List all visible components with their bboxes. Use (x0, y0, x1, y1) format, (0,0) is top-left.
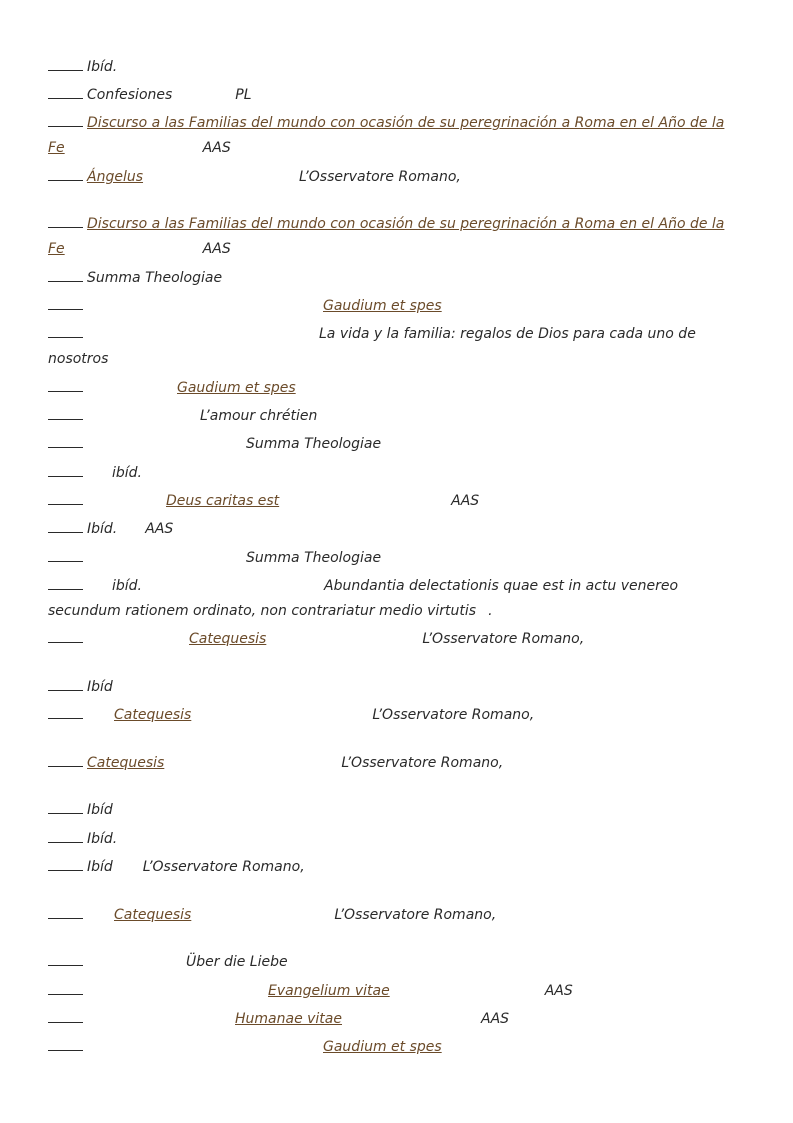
footnote-text: Ibíd (87, 802, 113, 818)
footnote-text: Ibíd. (87, 521, 118, 537)
footnote-marker (48, 628, 83, 643)
footnote (48, 798, 748, 823)
footnote (48, 212, 748, 262)
footnote-text: AAS (202, 140, 231, 156)
footnote-marker (48, 56, 83, 71)
footnote (48, 675, 748, 700)
footnote-text: Ibíd (87, 679, 113, 695)
footnote (48, 489, 748, 514)
footnote-marker (48, 828, 83, 843)
footnote (48, 903, 748, 928)
footnote-text: secundum rationem ordinato, non contrariatur medio virtutis (48, 603, 477, 619)
footnote-link[interactable]: Ángelus (87, 169, 144, 185)
footnote-text: Ibíd. (87, 59, 118, 75)
footnote-marker (48, 704, 83, 719)
footnote-link[interactable]: Catequesis (87, 755, 165, 771)
footnote-text: AAS (202, 241, 231, 257)
footnote (48, 1007, 748, 1032)
footnote-link[interactable]: Fe (48, 140, 65, 156)
footnote-text: La vida y la familia: regalos de Dios para cada uno de (319, 326, 696, 342)
footnote-marker (48, 295, 83, 310)
footnote-text: L’Osservatore Romano, (299, 169, 461, 185)
footnote-marker (48, 267, 83, 282)
footnote-text: nosotros (48, 351, 109, 367)
footnote (48, 432, 748, 457)
footnote-marker (48, 752, 83, 767)
footnote (48, 404, 748, 429)
footnote-marker (48, 433, 83, 448)
footnote (48, 627, 748, 652)
footnote (48, 751, 748, 776)
footnote (48, 111, 748, 161)
footnote (48, 461, 748, 486)
footnote-text: L’amour chrétien (200, 408, 318, 424)
footnote (48, 950, 748, 975)
footnote-marker (48, 405, 83, 420)
footnote (48, 703, 748, 728)
footnote-link[interactable]: Deus caritas est (166, 493, 280, 509)
footnote (48, 376, 748, 401)
footnote-link[interactable]: Discurso a las Familias del mundo con ocasión de su peregrinación a Roma en el Año de la (87, 216, 725, 232)
footnote-marker (48, 575, 83, 590)
footnote-text: L’Osservatore Romano, (372, 707, 535, 723)
footnote (48, 322, 748, 372)
footnote-link[interactable]: Discurso a las Familias del mundo con ocasión de su peregrinación a Roma en el Año de la (87, 115, 725, 131)
footnote (48, 83, 748, 108)
footnote-text: ibíd. (112, 465, 143, 481)
footnote-text: L’Osservatore Romano, (341, 755, 504, 771)
footnote-text: L’Osservatore Romano, (334, 907, 497, 923)
footnote-text: Ibíd (87, 859, 113, 875)
footnote (48, 517, 748, 542)
footnote-text: Über die Liebe (186, 954, 288, 970)
footnote-marker (48, 951, 83, 966)
footnote-marker (48, 904, 83, 919)
footnote-text: AAS (145, 521, 174, 537)
footnote (48, 55, 748, 80)
footnote-link[interactable]: Catequesis (189, 631, 267, 647)
footnote-link[interactable]: Evangelium vitae (268, 983, 390, 999)
footnote-marker (48, 547, 83, 562)
footnote-marker (48, 213, 83, 228)
footnote-text: L’Osservatore Romano, (142, 859, 305, 875)
footnote-text: Summa Theologiae (246, 436, 382, 452)
footnote-marker (48, 112, 83, 127)
footnote-marker (48, 518, 83, 533)
footnote-link[interactable]: Catequesis (114, 707, 192, 723)
footnote (48, 266, 748, 291)
footnote (48, 855, 748, 880)
footnote-text: AAS (481, 1011, 510, 1027)
footnote-marker (48, 676, 83, 691)
footnote-text: Summa Theologiae (246, 550, 382, 566)
footnote-text: AAS (451, 493, 480, 509)
footnote-marker (48, 323, 83, 338)
footnote-link[interactable]: Gaudium et spes (177, 380, 296, 396)
footnote (48, 294, 748, 319)
footnote (48, 574, 748, 624)
footnote (48, 165, 748, 190)
footnote-text: ibíd. (112, 578, 143, 594)
footnote-text: PL (235, 87, 252, 103)
footnote-text: L’Osservatore Romano, (422, 631, 585, 647)
footnote-link[interactable]: Gaudium et spes (323, 1039, 442, 1055)
footnote-text: . (488, 603, 493, 619)
footnote-marker (48, 377, 83, 392)
footnote-link[interactable]: Catequesis (114, 907, 192, 923)
footnote (48, 1035, 748, 1060)
footnote-text: Summa Theologiae (87, 270, 223, 286)
footnote-text: Ibíd. (87, 831, 118, 847)
footnote-text: Abundantia delectationis quae est in actu venereo (324, 578, 679, 594)
footnote-marker (48, 166, 83, 181)
footnote-link[interactable]: Humanae vitae (235, 1011, 342, 1027)
footnote-link[interactable]: Fe (48, 241, 65, 257)
footnote-marker (48, 799, 83, 814)
footnote (48, 546, 748, 571)
footnote-marker (48, 84, 83, 99)
footnote-text: Confesiones (87, 87, 173, 103)
footnote-marker (48, 1036, 83, 1051)
footnote-marker (48, 856, 83, 871)
footnote (48, 827, 748, 852)
footnote (48, 979, 748, 1004)
footnote-marker (48, 1008, 83, 1023)
footnote-marker (48, 490, 83, 505)
footnote-marker (48, 462, 83, 477)
footnote-marker (48, 980, 83, 995)
footnote-link[interactable]: Gaudium et spes (323, 298, 442, 314)
footnote-text: AAS (544, 983, 573, 999)
